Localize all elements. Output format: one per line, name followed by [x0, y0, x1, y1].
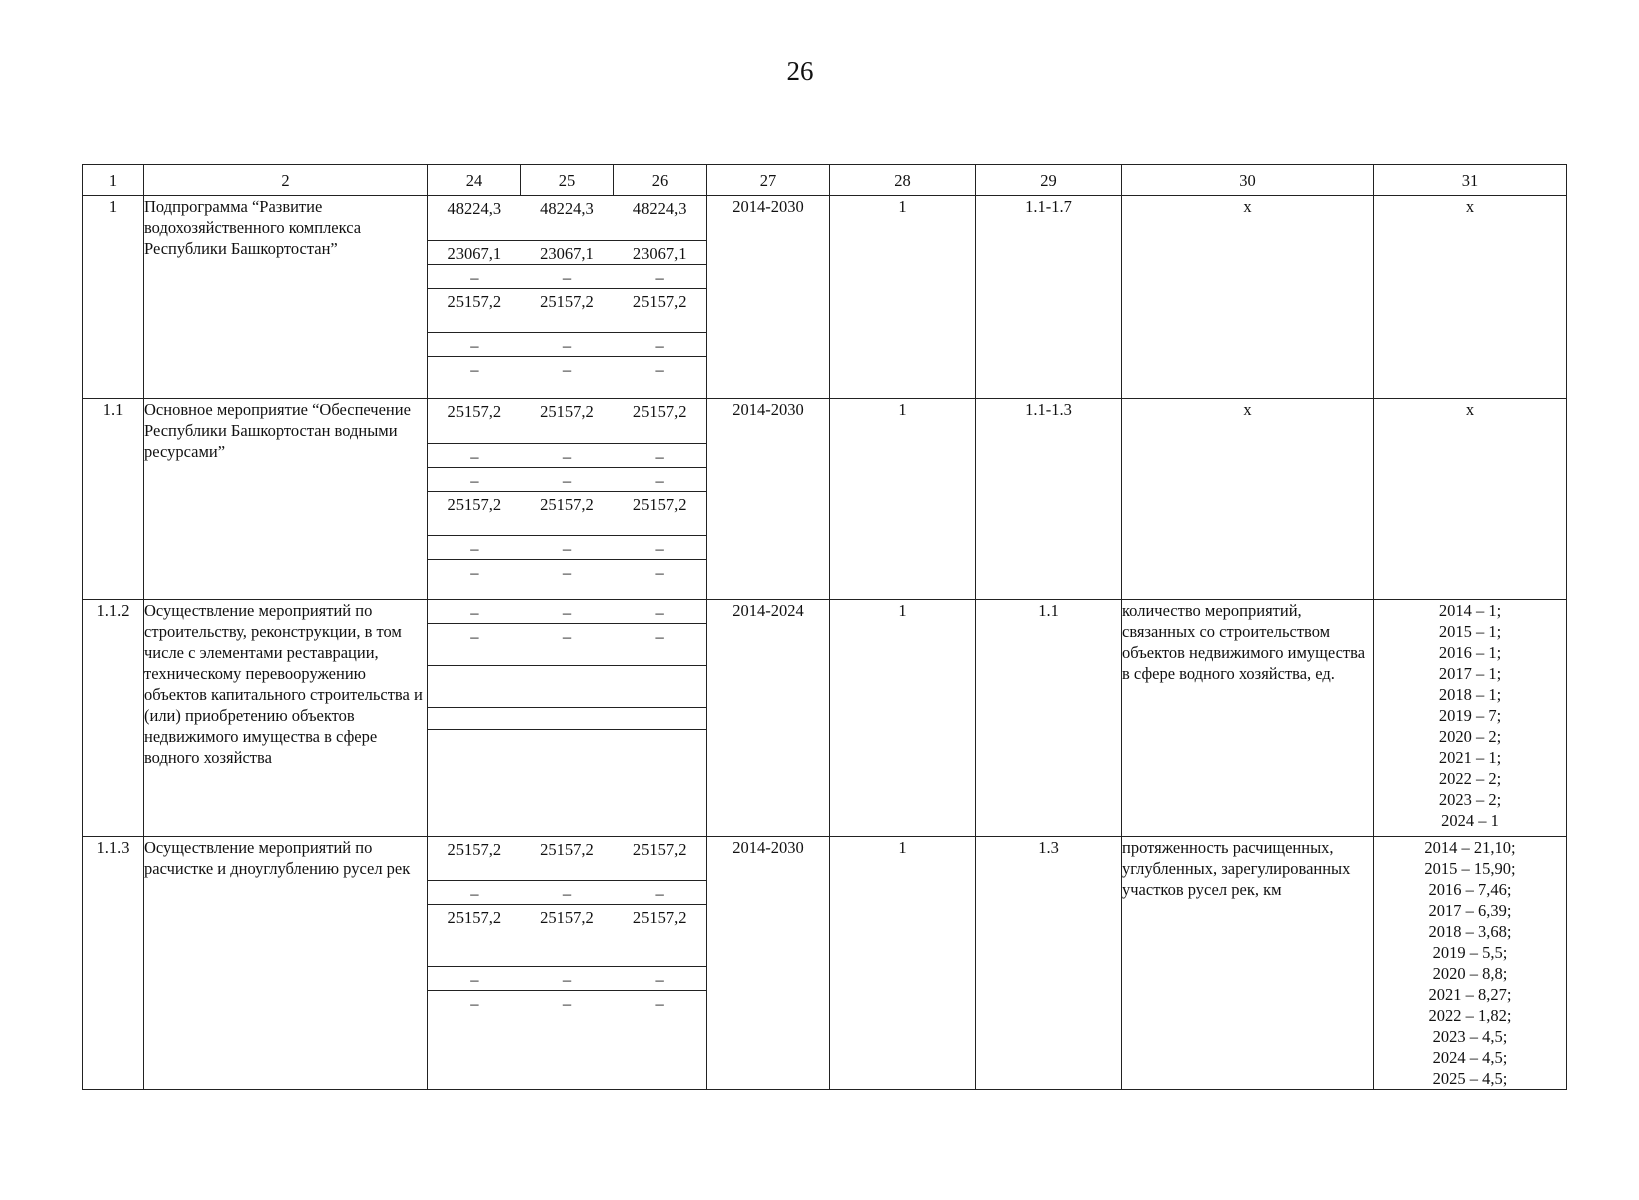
row-number: 1.1.3: [83, 836, 144, 1089]
row-number: 1: [83, 196, 144, 399]
period: 2014-2030: [707, 196, 830, 399]
financing-row: [428, 467, 706, 491]
target-value: 2016 – 1;: [1438, 643, 1502, 662]
indicator: количество мероприятий, связанных со строительством объектов недвижимого имущества в сфере водного хозяйства, ед.: [1122, 600, 1374, 837]
financing-row: [428, 559, 706, 599]
header-cell: 2: [144, 165, 428, 196]
indicator: x: [1122, 196, 1374, 399]
financing-row: [428, 708, 706, 730]
financing-cell: [428, 600, 707, 837]
financing-row: [428, 624, 706, 666]
financing-table: [428, 837, 706, 1086]
financing-row: [428, 356, 706, 398]
financing-value: –: [655, 562, 664, 582]
target-value: 2015 – 15,90;: [1424, 858, 1516, 878]
financing-value: –: [613, 967, 706, 991]
target-value: 2016 – 7,46;: [1428, 879, 1512, 899]
column-28-value: 1: [830, 836, 976, 1089]
financing-row: [428, 332, 706, 356]
financing-cell: [428, 836, 707, 1089]
financing-value: 48224,3: [428, 196, 521, 240]
period: 2014-2030: [707, 836, 830, 1089]
financing-value: 25157,2: [613, 399, 706, 443]
financing-value: 25157,2: [613, 905, 706, 967]
target-value: 2019 – 7;: [1438, 706, 1502, 725]
financing-value: –: [613, 443, 706, 467]
table-row: [83, 836, 1567, 1089]
financing-row: [428, 240, 706, 264]
financing-value: –: [428, 264, 521, 288]
financing-value: –: [428, 467, 521, 491]
target-value: 2022 – 2;: [1438, 769, 1502, 788]
target-values: [1374, 196, 1567, 399]
financing-value: [428, 730, 521, 836]
column-29-value: 1.1-1.7: [976, 196, 1122, 399]
financing-value: [613, 666, 706, 708]
financing-row: [428, 600, 706, 624]
column-29-value: 1.3: [976, 836, 1122, 1089]
target-values: [1374, 600, 1567, 837]
financing-value: –: [655, 359, 664, 379]
financing-value: 23067,1: [613, 240, 706, 264]
target-value: 2020 – 2;: [1438, 727, 1502, 746]
financing-value: 48224,3: [613, 196, 706, 240]
target-value: 2025 – 4,5;: [1432, 1068, 1508, 1088]
target-values: [1374, 836, 1567, 1089]
target-value: 2022 – 1,82;: [1428, 1005, 1512, 1025]
financing-value: –: [521, 535, 614, 559]
indicator: протяженность расчищенных, углубленных, зарегулированных участков русел рек, км: [1122, 836, 1374, 1089]
target-value: 2014 – 21,10;: [1424, 837, 1516, 857]
target-value: 2023 – 4,5;: [1432, 1026, 1508, 1046]
target-value: 2015 – 1;: [1438, 622, 1502, 641]
target-value: 2018 – 1;: [1438, 685, 1502, 704]
column-28-value: 1: [830, 196, 976, 399]
financing-value: –: [521, 881, 614, 905]
period: 2014-2030: [707, 399, 830, 600]
row-name: Основное мероприятие “Обеспечение Республики Башкортостан водными ресурсами”: [144, 399, 428, 600]
header-cell: 29: [976, 165, 1122, 196]
column-28-value: 1: [830, 600, 976, 837]
target-value: 2019 – 5,5;: [1432, 942, 1508, 962]
financing-row: [428, 967, 706, 991]
financing-value: [521, 666, 614, 708]
header-cell: 1: [83, 165, 144, 196]
indicator: x: [1122, 399, 1374, 600]
financing-value: –: [428, 443, 521, 467]
financing-cell: [428, 399, 707, 600]
financing-row: [428, 288, 706, 332]
financing-value: –: [428, 332, 521, 356]
financing-value: 25157,2: [521, 288, 614, 332]
financing-value: 25157,2: [428, 399, 521, 443]
target-value: 2024 – 1: [1441, 811, 1499, 830]
table-row: [83, 399, 1567, 600]
financing-value: –: [613, 881, 706, 905]
financing-value: [613, 730, 706, 836]
target-value: 2021 – 1;: [1438, 748, 1502, 767]
financing-value: –: [428, 624, 521, 666]
financing-value: –: [428, 535, 521, 559]
financing-value: 48224,3: [521, 196, 614, 240]
page-number: 26: [786, 56, 814, 86]
financing-value: [428, 666, 521, 708]
financing-value: 25157,2: [428, 491, 521, 535]
financing-row: [428, 264, 706, 288]
financing-value: –: [521, 600, 614, 624]
financing-value: –: [613, 535, 706, 559]
financing-value: –: [613, 624, 706, 666]
header-cell: 27: [707, 165, 830, 196]
financing-value: –: [613, 600, 706, 624]
financing-value: 25157,2: [521, 491, 614, 535]
financing-row: [428, 881, 706, 905]
row-number: 1.1.2: [83, 600, 144, 837]
financing-value: –: [521, 264, 614, 288]
financing-value: –: [521, 443, 614, 467]
financing-value: 25157,2: [613, 288, 706, 332]
target-value: 2021 – 8,27;: [1428, 984, 1512, 1004]
financing-value: 25157,2: [428, 288, 521, 332]
financing-table: [428, 600, 706, 836]
financing-value: –: [470, 359, 479, 379]
financing-value: –: [521, 624, 614, 666]
financing-value: [521, 708, 614, 730]
financing-cell: [428, 196, 707, 399]
header-cell: 28: [830, 165, 976, 196]
financing-value: –: [428, 881, 521, 905]
table-row: [83, 196, 1567, 399]
financing-value: 23067,1: [428, 240, 521, 264]
financing-value: 25157,2: [521, 905, 614, 967]
row-name: Подпрограмма “Развитие водохозяйственного комплекса Республики Башкортостан”: [144, 196, 428, 399]
financing-value: 23067,1: [521, 240, 614, 264]
header-cell: 25: [521, 165, 614, 196]
financing-value: –: [613, 467, 706, 491]
financing-value: –: [521, 967, 614, 991]
header-cell: 31: [1374, 165, 1567, 196]
program-table: [82, 164, 1567, 1090]
financing-row: [428, 491, 706, 535]
header-cell: 30: [1122, 165, 1374, 196]
financing-value: [521, 730, 614, 836]
financing-value: –: [470, 994, 479, 1013]
financing-row: [428, 991, 706, 1086]
target-value: 2023 – 2;: [1438, 790, 1502, 809]
target-value: 2018 – 3,68;: [1428, 921, 1512, 941]
financing-value: 25157,2: [521, 837, 614, 881]
financing-value: –: [470, 562, 479, 582]
financing-value: 25157,2: [613, 837, 706, 881]
target-value: 2020 – 8,8;: [1432, 963, 1508, 983]
financing-value: –: [613, 332, 706, 356]
financing-value: [428, 708, 521, 730]
financing-value: [613, 708, 706, 730]
financing-row: [428, 666, 706, 708]
financing-value: –: [521, 332, 614, 356]
period: 2014-2024: [707, 600, 830, 837]
header-row: [83, 165, 1567, 196]
financing-value: –: [428, 967, 521, 991]
row-number: 1.1: [83, 399, 144, 600]
financing-value: 25157,2: [521, 399, 614, 443]
financing-value: 25157,2: [613, 491, 706, 535]
financing-row: [428, 399, 706, 443]
target-value: 2024 – 4,5;: [1432, 1047, 1508, 1067]
financing-row: [428, 730, 706, 836]
financing-row: [428, 535, 706, 559]
financing-table: [428, 196, 706, 398]
financing-row: [428, 443, 706, 467]
financing-value: –: [562, 562, 572, 582]
financing-row: [428, 837, 706, 881]
financing-value: –: [562, 359, 572, 379]
financing-value: –: [428, 600, 521, 624]
header-cell: 24: [428, 165, 521, 196]
target-value: 2014 – 1;: [1438, 601, 1502, 620]
financing-value: 25157,2: [428, 837, 521, 881]
financing-value: –: [562, 994, 572, 1013]
financing-value: –: [613, 264, 706, 288]
target-values: [1374, 399, 1567, 600]
financing-value: –: [655, 994, 664, 1013]
column-28-value: 1: [830, 399, 976, 600]
target-value: 2017 – 1;: [1438, 664, 1502, 683]
financing-value: 25157,2: [428, 905, 521, 967]
table-row: [83, 600, 1567, 837]
financing-value: –: [521, 467, 614, 491]
row-name: Осуществление мероприятий по строительству, реконструкции, в том числе с элементами реставрации, техническому перевооружению объектов капитального строительства и (или) приобретению объектов недвижимого имущества в сфере водного хозяйства: [144, 600, 428, 837]
financing-row: [428, 905, 706, 967]
target-value: 2017 – 6,39;: [1428, 900, 1512, 920]
column-29-value: 1.1-1.3: [976, 399, 1122, 600]
target-value: x: [1465, 400, 1475, 419]
target-value: x: [1465, 197, 1475, 216]
header-cell: 26: [614, 165, 707, 196]
financing-row: [428, 196, 706, 240]
row-name: Осуществление мероприятий по расчистке и дноуглублению русел рек: [144, 836, 428, 1089]
column-29-value: 1.1: [976, 600, 1122, 837]
financing-table: [428, 399, 706, 599]
